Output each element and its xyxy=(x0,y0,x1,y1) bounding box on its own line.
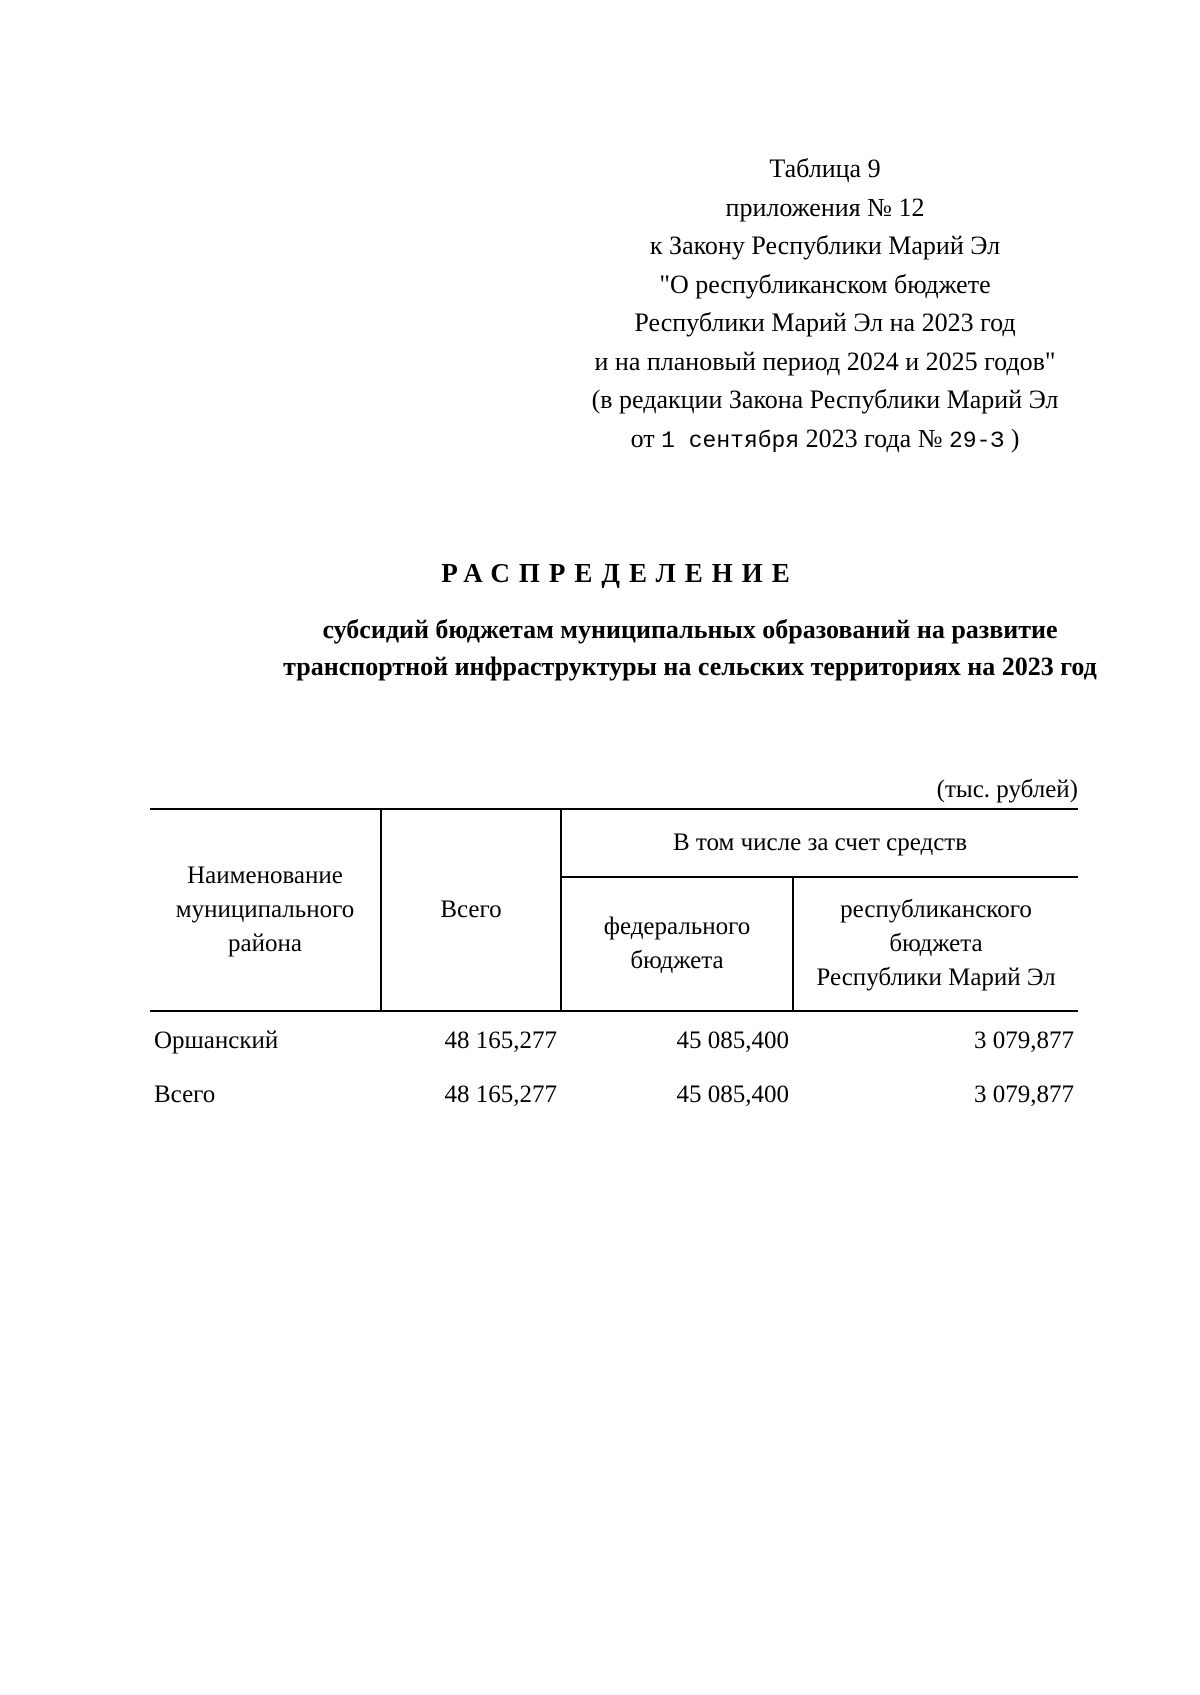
table-row xyxy=(150,1011,1078,1064)
header-republic-budget: республиканского бюджета Республики Марий Эл xyxy=(793,877,1078,1011)
header-line: Таблица 9 xyxy=(769,154,881,183)
header-funding-sources: В том числе за счет средств xyxy=(561,809,1078,877)
date-prefix: от xyxy=(630,423,655,453)
header-line: и на плановый период 2024 и 2025 годов" xyxy=(594,346,1056,376)
cell-district: Всего xyxy=(154,1081,216,1108)
header-line: "О республиканском бюджете xyxy=(659,269,991,299)
cell-republic: 3 079,877 xyxy=(974,1081,1074,1108)
cell-federal: 45 085,400 xyxy=(676,1027,789,1054)
cell-total: 48 165,277 xyxy=(444,1081,557,1108)
header-line: Республики Марий Эл на 2023 год xyxy=(634,308,1016,337)
header-line: (в редакции Закона Республики Марий Эл xyxy=(591,385,1059,414)
subsidy-table xyxy=(150,808,1078,1118)
document-title: РАСПРЕДЕЛЕНИЕ xyxy=(441,558,799,588)
header-federal-budget: федерального бюджета xyxy=(561,877,793,1011)
cell-district: Оршанский xyxy=(154,1027,279,1054)
document-header xyxy=(555,150,1095,460)
cell-republic: 3 079,877 xyxy=(974,1027,1074,1054)
header-line: приложения № 12 xyxy=(725,192,925,222)
header-total: Всего xyxy=(381,809,561,1011)
date-day: 1 сентября xyxy=(661,427,800,454)
subtitle-line-2: транспортной инфраструктуры на сельских территориях на 2023 год xyxy=(283,652,1097,681)
date-suffix: ) xyxy=(1010,423,1020,453)
cell-federal: 45 085,400 xyxy=(676,1081,789,1108)
date-year: 2023 года № xyxy=(805,423,943,453)
header-date-line xyxy=(555,420,1095,461)
date-number: 29-З xyxy=(949,427,1005,454)
document-subtitle xyxy=(150,611,1200,685)
header-district-name: Наименование муниципального района xyxy=(150,809,381,1011)
table-row-total xyxy=(150,1064,1078,1118)
units-label: (тыс. рублей) xyxy=(936,776,1078,803)
header-line: к Закону Республики Марий Эл xyxy=(649,231,1001,260)
subtitle-line-1: субсидий бюджетам муниципальных образований на развитие xyxy=(322,615,1058,644)
cell-total: 48 165,277 xyxy=(444,1027,557,1054)
